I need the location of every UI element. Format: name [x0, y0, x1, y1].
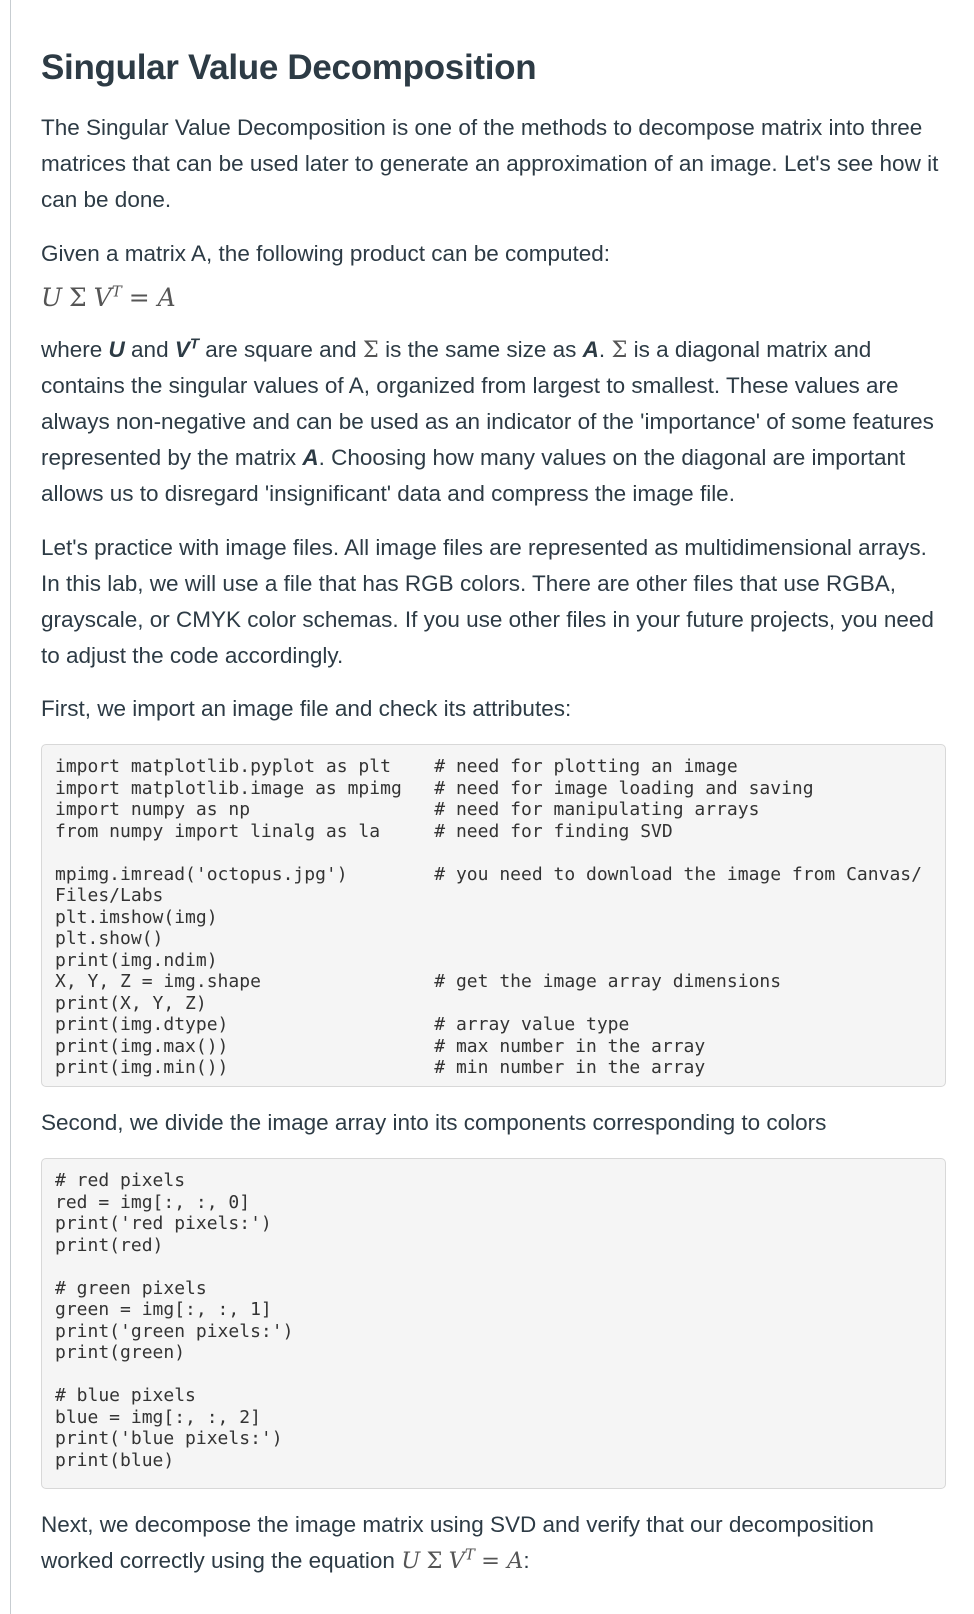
next-rhs: = A: [481, 1548, 524, 1574]
given-paragraph: Given a matrix A, the following product can be computed:: [41, 241, 611, 266]
next-u: U: [401, 1548, 421, 1574]
next-v: V: [448, 1548, 465, 1574]
where-u: U: [108, 337, 125, 362]
eq-sigma: Σ: [69, 283, 87, 312]
where-paragraph: [41, 332, 946, 512]
where-sigma-1: Σ: [362, 337, 379, 363]
second-paragraph: Second, we divide the image array into its components corresponding to colors: [41, 1110, 827, 1135]
where-rest-2: . Choosing how many values on the diagonal are important allows us to disregard 'insignificant' data and compress the image file.: [41, 445, 906, 506]
and-text: and: [124, 337, 175, 362]
page-content: [41, 0, 946, 1579]
next-t: T: [464, 1545, 475, 1564]
next-paragraph: [41, 1507, 946, 1579]
where-rest-1: is a diagonal matrix and contains the singular values of A, organized from largest to smallest. These values are always non-negative and can be used as an indicator of the 'importance' of some features represented by the matrix: [41, 337, 934, 470]
where-a-1: A: [582, 337, 599, 362]
first-paragraph: First, we import an image file and check its attributes:: [41, 696, 572, 721]
svd-equation: [41, 280, 946, 316]
are-square-text: are square and: [199, 337, 363, 362]
intro-paragraph: The Singular Value Decomposition is one of the methods to decompose matrix into three matrices that can be used later to generate an approximation of an image. Let's see how it can be done.: [41, 115, 939, 212]
practice-paragraph: Let's practice with image files. All image files are represented as multidimensional arrays. In this lab, we will use a file that has RGB colors. There are other files that use RGBA, grayscale, or CMYK color schemas. If you use other files in your future projects, you need to adjust the code accordingly.: [41, 535, 934, 668]
where-a-2: A: [302, 445, 319, 470]
where-t: T: [189, 335, 200, 353]
next-colon: :: [523, 1548, 530, 1573]
eq-rhs: = A: [128, 283, 176, 312]
code-block-import: import matplotlib.pyplot as plt # need for plotting an image import matplotlib.image as mpimg # need for image loading and saving import numpy as np # need for manipulating arrays from numpy import linalg as la # need for finding SVD mpimg.imread('octopus.jpg') # you need to download the image from Canvas/ Files/Labs plt.imshow(img) plt.show() print(img.ndim) X, Y, Z = img.shape # get the image array dimensions print(X, Y, Z) print(img.dtype) # array value type print(img.max()) # max number in the array print(img.min()) # min number in the array: [41, 744, 946, 1087]
code-block-colors: # red pixels red = img[:, :, 0] print('red pixels:') print(red) # green pixels green = img[:, :, 1] print('green pixels:') print(green) # blue pixels blue = img[:, :, 2] print('blue pixels:') print(blue): [41, 1158, 946, 1489]
where-sigma-2: Σ: [611, 337, 628, 363]
page-left-border: [0, 0, 11, 1614]
dot-text: .: [598, 337, 612, 362]
next-sigma: Σ: [426, 1548, 443, 1574]
where-text: where: [41, 337, 109, 362]
eq-u: U: [41, 283, 63, 312]
page-title: Singular Value Decomposition: [41, 48, 537, 87]
eq-t: T: [111, 282, 122, 301]
next-text: Next, we decompose the image matrix using SVD and verify that our decomposition worked correctly using the equation: [41, 1512, 874, 1573]
same-size-text: is the same size as: [378, 337, 583, 362]
eq-v: V: [93, 283, 112, 312]
where-v: V: [174, 337, 190, 362]
